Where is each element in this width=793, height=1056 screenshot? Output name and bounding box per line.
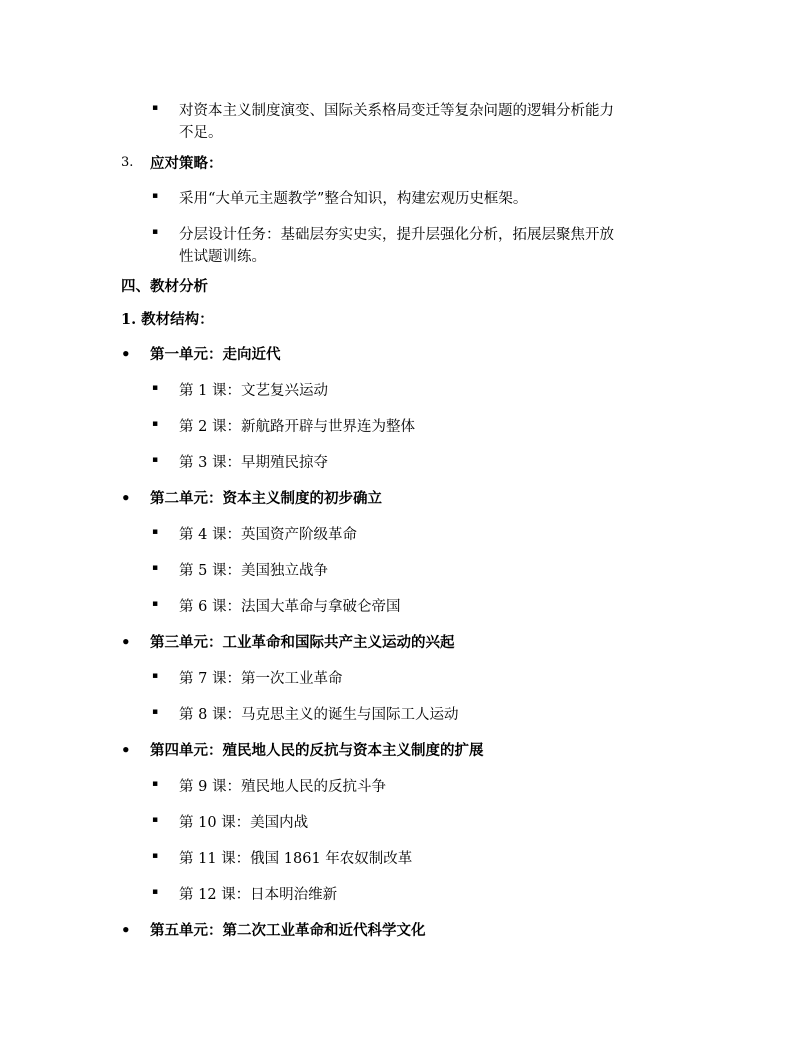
list-item-text: 采用“大单元主题教学”整合知识，构建宏观历史框架。 <box>179 191 528 207</box>
bullet-marker: ▪ <box>152 815 159 825</box>
bullet-marker: ▪ <box>152 707 159 717</box>
bullet-marker: ▪ <box>152 383 159 393</box>
lesson-text: 第 3 课：早期殖民掠夺 <box>179 455 328 471</box>
bullet-marker: ▪ <box>152 227 159 237</box>
lesson-text: 第 5 课：美国独立战争 <box>179 563 328 579</box>
list-number: 3. <box>121 155 134 170</box>
lesson-text: 第 4 课：英国资产阶级革命 <box>179 527 357 543</box>
bullet-marker: • <box>121 489 131 507</box>
unit-title: 第四单元：殖民地人民的反抗与资本主义制度的扩展 <box>150 742 484 759</box>
bullet-marker: ▪ <box>152 103 159 113</box>
bullet-marker: ▪ <box>152 455 159 465</box>
bullet-marker: ▪ <box>152 191 159 201</box>
lesson-text: 第 7 课：第一次工业革命 <box>179 671 343 687</box>
bullet-marker: • <box>121 921 131 939</box>
bullet-marker: • <box>121 633 131 651</box>
bullet-marker: ▪ <box>152 671 159 681</box>
lesson-text: 第 8 课：马克思主义的诞生与国际工人运动 <box>179 707 459 723</box>
lesson-text: 第 2 课：新航路开辟与世界连为整体 <box>179 419 415 435</box>
unit-title: 第五单元：第二次工业革命和近代科学文化 <box>150 922 426 939</box>
list-item-text: 性试题训练。 <box>179 249 266 265</box>
list-item-text: 对资本主义制度演变、国际关系格局变迁等复杂问题的逻辑分析能力 <box>179 103 614 119</box>
unit-title: 第三单元：工业革命和国际共产主义运动的兴起 <box>150 634 455 651</box>
section-title: 四、教材分析 <box>121 278 208 295</box>
bullet-marker: • <box>121 345 131 363</box>
bullet-marker: ▪ <box>152 599 159 609</box>
bullet-marker: ▪ <box>152 563 159 573</box>
lesson-text: 第 11 课：俄国 1861 年农奴制改革 <box>179 851 413 867</box>
subsection-title: 1. 教材结构： <box>121 311 214 328</box>
lesson-text: 第 12 课：日本明治维新 <box>179 887 338 903</box>
bullet-marker: ▪ <box>152 779 159 789</box>
lesson-text: 第 6 课：法国大革命与拿破仑帝国 <box>179 599 401 615</box>
list-item-text: 不足。 <box>179 125 223 141</box>
lesson-text: 第 9 课：殖民地人民的反抗斗争 <box>179 779 386 795</box>
bullet-marker: ▪ <box>152 851 159 861</box>
lesson-text: 第 10 课：美国内战 <box>179 815 309 831</box>
unit-title: 第一单元：走向近代 <box>150 346 281 363</box>
lesson-text: 第 1 课：文艺复兴运动 <box>179 383 328 399</box>
bullet-marker: • <box>121 741 131 759</box>
list-item-text: 分层设计任务：基础层夯实史实，提升层强化分析，拓展层聚焦开放 <box>179 227 614 243</box>
unit-title: 第二单元：资本主义制度的初步确立 <box>150 490 382 507</box>
strategy-title: 应对策略： <box>150 155 223 172</box>
bullet-marker: ▪ <box>152 527 159 537</box>
bullet-marker: ▪ <box>152 887 159 897</box>
bullet-marker: ▪ <box>152 419 159 429</box>
